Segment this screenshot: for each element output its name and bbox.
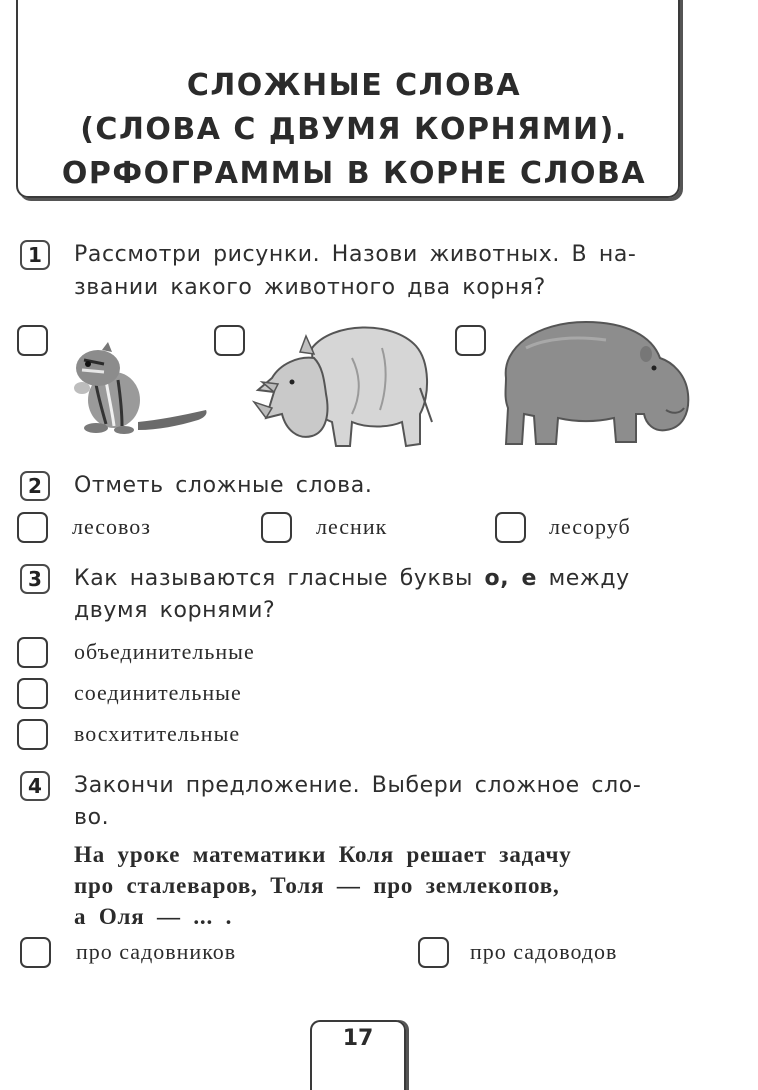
hippopotamus-image	[496, 318, 692, 450]
task-3-text-end: между	[548, 566, 630, 591]
task-3-text-line-2: двумя корнями?	[74, 598, 276, 623]
task-3-text-letters: о, е	[484, 566, 537, 591]
checkbox-pro-sadovodov[interactable]	[418, 937, 449, 968]
task-1-text-line-2: звании какого животного два корня?	[74, 275, 546, 300]
option-voshititelnye: восхитительные	[74, 721, 241, 746]
checkbox-lesnik[interactable]	[261, 512, 292, 543]
task-3-number: 3	[20, 564, 50, 594]
option-lesnik: лесник	[316, 514, 388, 539]
title-line-2: (СЛОВА С ДВУМЯ КОРНЯМИ).	[80, 112, 628, 147]
checkbox-chipmunk[interactable]	[17, 325, 48, 356]
checkbox-voshititelnye[interactable]	[17, 719, 48, 750]
task-4-text-line-1: Закончи предложение. Выбери сложное сло-	[74, 773, 642, 798]
task-2-number: 2	[20, 471, 50, 501]
option-lesorub: лесоруб	[549, 514, 631, 539]
sentence-line-1: На уроке математики Коля решает задачу	[74, 842, 572, 867]
checkbox-lesorub[interactable]	[495, 512, 526, 543]
checkbox-soedinitelnye[interactable]	[17, 678, 48, 709]
sentence-line-3: а Оля — ... .	[74, 904, 233, 929]
checkbox-obedinitelnye[interactable]	[17, 637, 48, 668]
option-pro-sadovodov: про садоводов	[470, 939, 618, 964]
option-pro-sadovnikov: про садовников	[76, 939, 237, 964]
option-lesovoz: лесовоз	[72, 514, 151, 539]
task-1-number: 1	[20, 240, 50, 270]
task-4-number: 4	[20, 771, 50, 801]
task-3-text-start: Как называются гласные буквы	[74, 566, 473, 591]
option-obedinitelnye: объединительные	[74, 639, 255, 664]
chipmunk-image	[62, 340, 210, 436]
task-2-text: Отметь сложные слова.	[74, 473, 373, 498]
checkbox-lesovoz[interactable]	[17, 512, 48, 543]
checkbox-hippopotamus[interactable]	[455, 325, 486, 356]
checkbox-rhinoceros[interactable]	[214, 325, 245, 356]
sentence-line-2: про сталеваров, Толя — про землекопов,	[74, 873, 560, 898]
task-3-text-line-1	[74, 562, 630, 595]
rhinoceros-image	[252, 318, 436, 460]
checkbox-pro-sadovnikov[interactable]	[20, 937, 51, 968]
page-title	[22, 64, 686, 196]
title-line-3: ОРФОГРАММЫ В КОРНЕ СЛОВА	[61, 156, 647, 191]
page-number: 17	[342, 1026, 374, 1051]
task-4-text-line-2: во.	[74, 805, 110, 830]
option-soedinitelnye: соединительные	[74, 680, 242, 705]
task-1-text-line-1: Рассмотри рисунки. Назови животных. В на-	[74, 242, 637, 267]
title-line-1: СЛОЖНЫЕ СЛОВА	[186, 68, 522, 103]
